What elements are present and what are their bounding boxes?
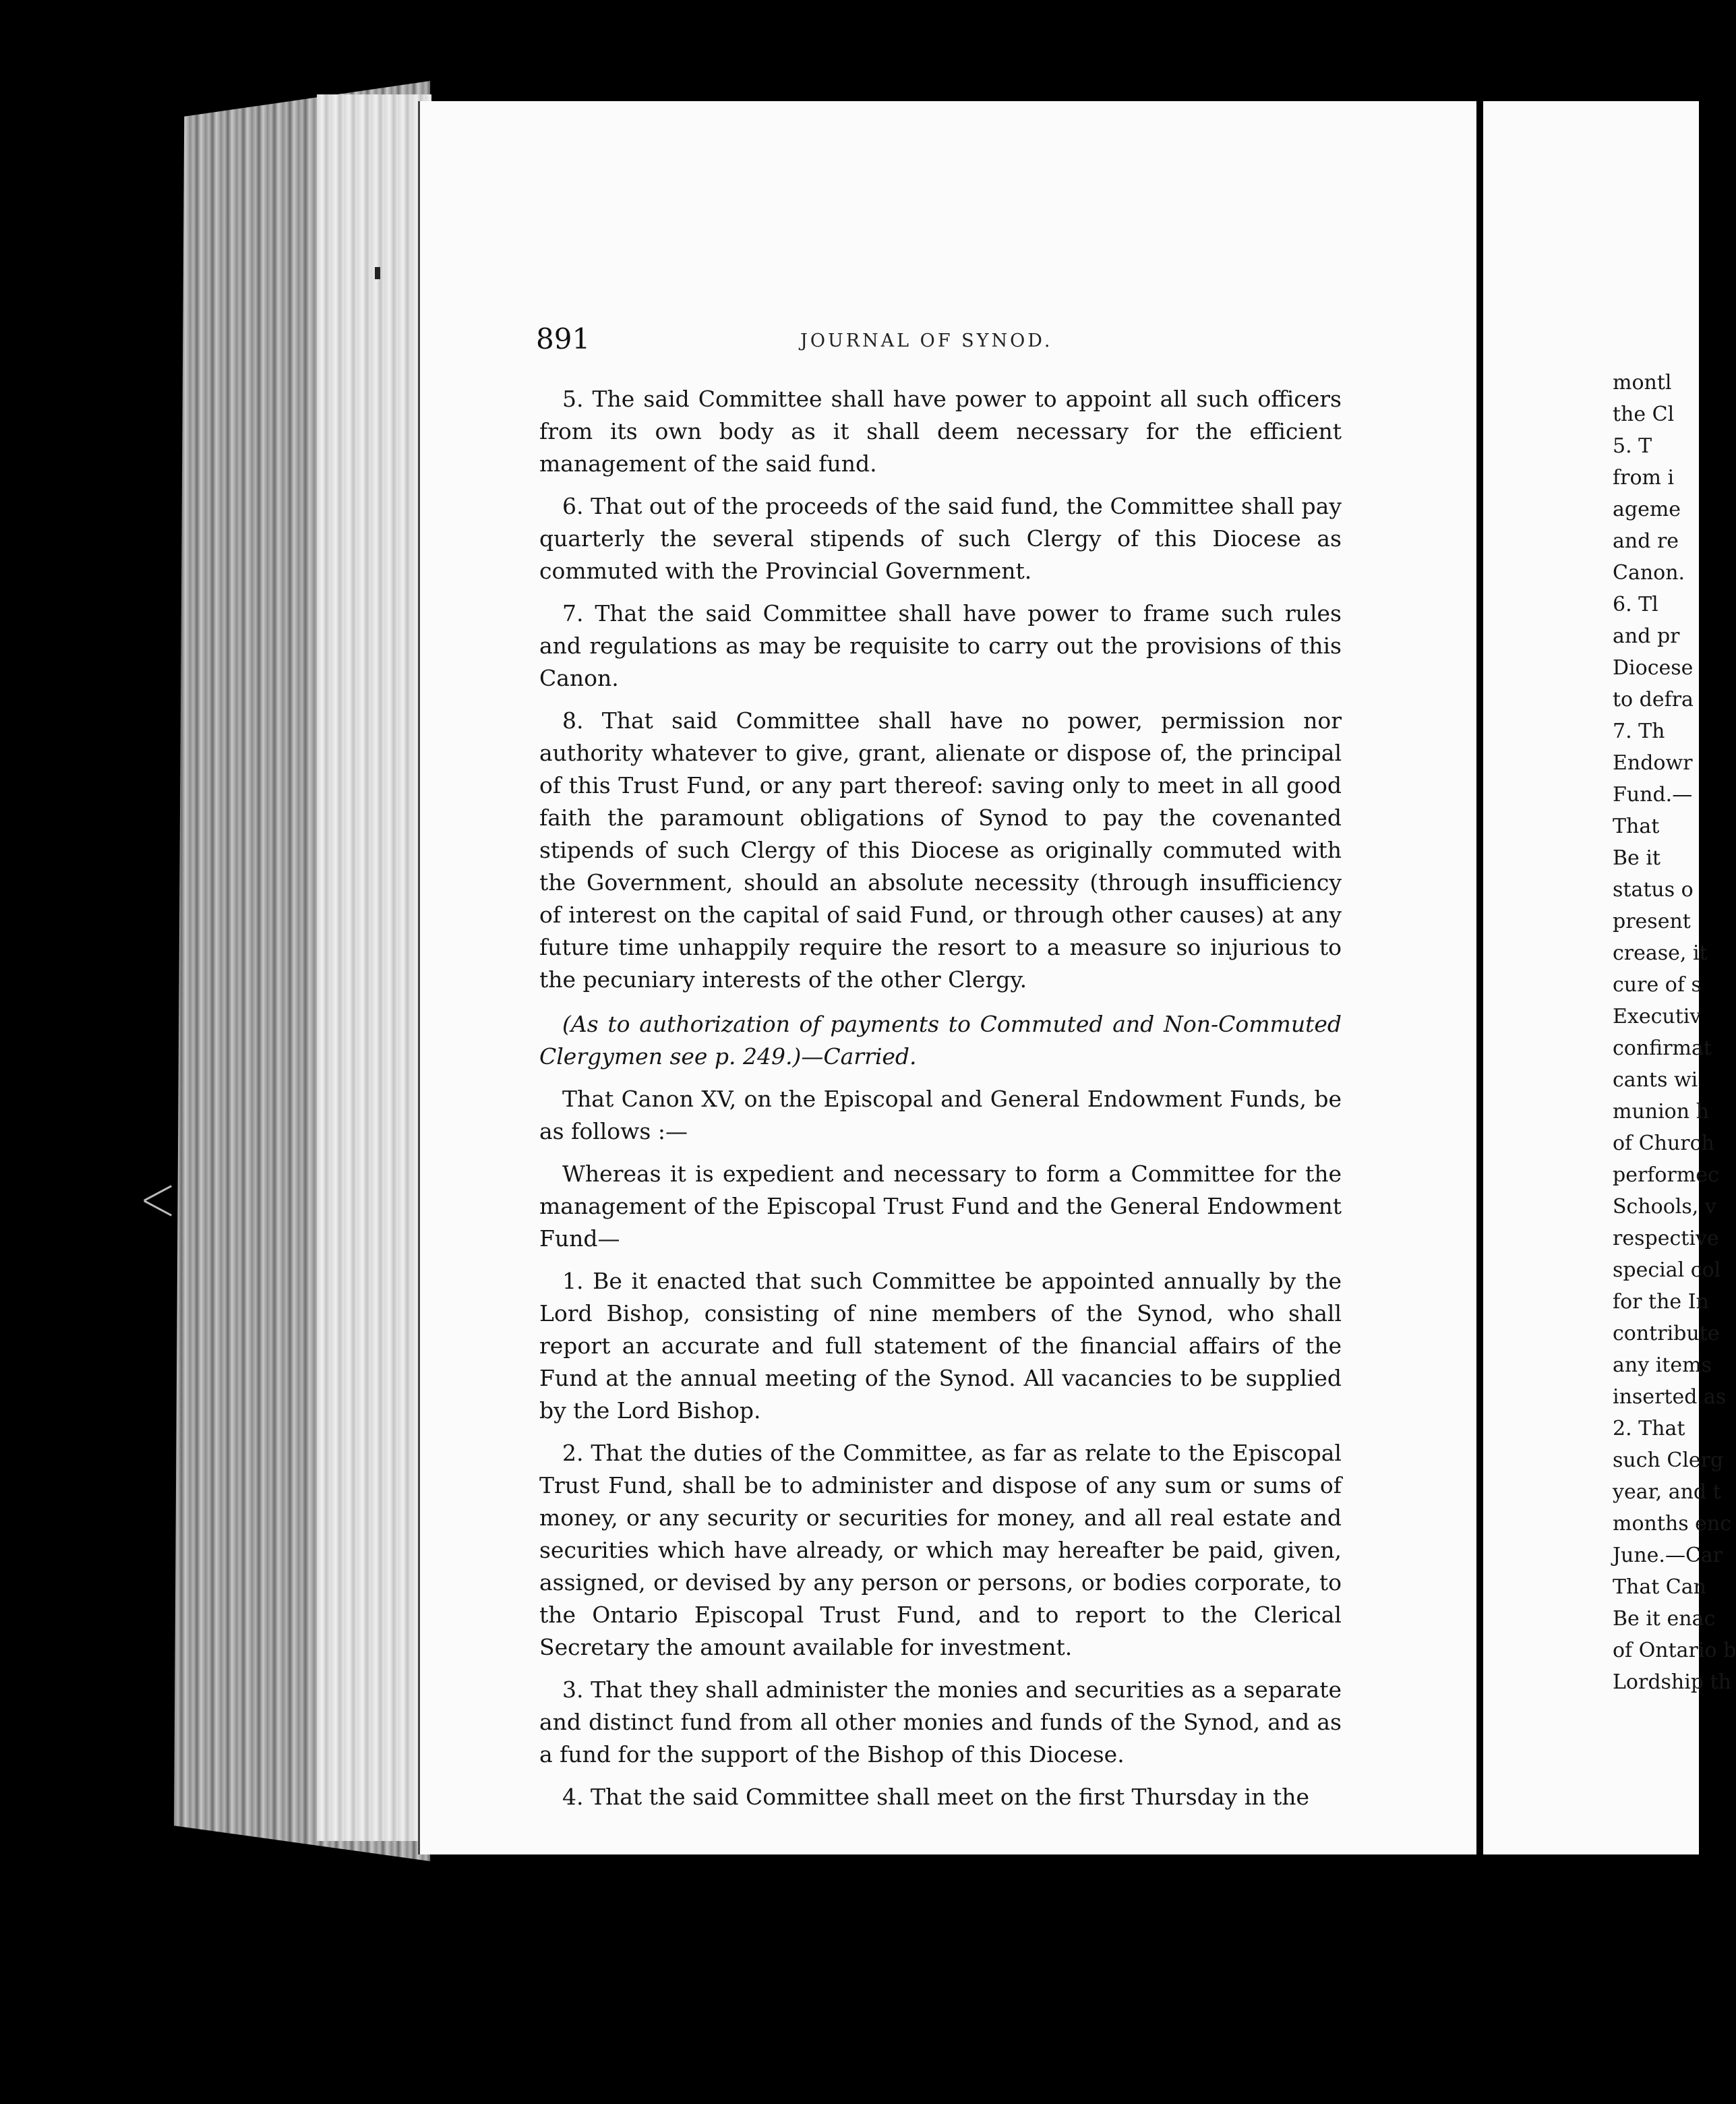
- right-page-line: June.—Car: [1613, 1544, 1723, 1567]
- left-page-body: [539, 383, 1342, 1823]
- scan-mark: [375, 267, 380, 279]
- canon-xv-paragraph-2: 2. That the duties of the Committee, as far as relate to the Episcopal Trust Fund, shall be to administer and dispose of any sum or sums of money, or any security or securities for money, and all real estate and securities which have already, or which may hereafter be paid, given, assigned, or devised by any person or persons, or bodies corporate, to the Ontario Episcopal Trust Fund, and to report to the Clerical Secretary the amount available for investment.: [539, 1440, 1342, 1660]
- right-page-line: cants wi: [1613, 1068, 1698, 1092]
- page-edges-inner: [317, 94, 431, 1841]
- right-page-line: 7. Th: [1613, 720, 1665, 743]
- scan-mark: [144, 1200, 172, 1216]
- right-page-line: present: [1613, 910, 1691, 933]
- right-page-line: ageme: [1613, 498, 1681, 521]
- right-page-line: year, and t: [1613, 1480, 1721, 1504]
- paragraph-5: 5. The said Committee shall have power to appoint all such officers from its own body as it shall deem necessary for the efficient management of the said fund.: [539, 386, 1342, 477]
- canon-xv-intro: That Canon XV, on the Episcopal and General Endowment Funds, be as follows :—: [539, 1086, 1342, 1144]
- right-page-line: 2. That: [1613, 1417, 1685, 1440]
- right-page-line: Endowr: [1613, 751, 1693, 775]
- whereas-paragraph: Whereas it is expedient and necessary to form a Committee for the management of the Episcopal Trust Fund and the General Endowment Fund—: [539, 1161, 1342, 1252]
- right-page-line: munion h: [1613, 1100, 1709, 1123]
- right-page-line: Executiv: [1613, 1005, 1702, 1028]
- right-page-line: inserted as: [1613, 1385, 1727, 1409]
- authorization-note: (As to authorization of payments to Commuted and Non-Commuted Clergymen see p. 249.)—Carried.: [539, 1011, 1342, 1070]
- right-page-line: contribute: [1613, 1322, 1720, 1345]
- running-title: JOURNAL OF SYNOD.: [800, 330, 1053, 351]
- scan-mark: [144, 1185, 172, 1201]
- page-number: 891: [536, 322, 591, 355]
- right-page-line: and pr: [1613, 624, 1680, 648]
- right-page-fragments: [1613, 367, 1736, 1698]
- right-page-line: 6. Tl: [1613, 593, 1658, 616]
- canon-xv-paragraph-3: 3. That they shall administer the monies and securities as a separate and distinct fund from all other monies and funds of the Synod, and as a fund for the support of the Bishop of this Diocese.: [539, 1676, 1342, 1767]
- canon-xv-paragraph-4: 4. That the said Committee shall meet on the first Thursday in the: [562, 1784, 1309, 1810]
- right-page-line: special col: [1613, 1258, 1721, 1282]
- right-page-line: That: [1613, 815, 1660, 838]
- right-page-line: months enc: [1613, 1512, 1732, 1536]
- right-page-line: to defra: [1613, 688, 1694, 711]
- right-page-line: respective: [1613, 1227, 1719, 1250]
- right-page-line: of Ontario b: [1613, 1639, 1736, 1662]
- right-page-line: for the In: [1613, 1290, 1709, 1314]
- right-page-line: performec: [1613, 1163, 1719, 1187]
- canon-xv-paragraph-1: 1. Be it enacted that such Committee be appointed annually by the Lord Bishop, consisting of nine members of the Synod, who shall report an accurate and full statement of the financial affairs of the Fund at the annual meeting of the Synod. All vacancies to be supplied by the Lord Bishop.: [539, 1268, 1342, 1424]
- right-page-line: 5. T: [1613, 434, 1652, 458]
- paragraph-6: 6. That out of the proceeds of the said fund, the Committee shall pay quarterly the several stipends of such Clergy of this Diocese as commuted with the Provincial Government.: [539, 493, 1342, 584]
- right-page-line: Be it enac: [1613, 1607, 1716, 1631]
- right-page-line: Diocese: [1613, 656, 1694, 680]
- right-page-line: such Clerg: [1613, 1449, 1724, 1472]
- right-page-line: from i: [1613, 466, 1675, 490]
- right-page-line: montl: [1613, 371, 1672, 394]
- right-page-line: of Church: [1613, 1132, 1714, 1155]
- page-header: [536, 322, 1345, 363]
- right-page-line: cure of s: [1613, 973, 1702, 997]
- right-page-line: any items: [1613, 1353, 1712, 1377]
- right-page-line: Lordship th: [1613, 1670, 1731, 1694]
- right-page-line: crease, it: [1613, 941, 1708, 965]
- right-page-line: the Cl: [1613, 403, 1675, 426]
- right-page-line: status o: [1613, 878, 1694, 902]
- right-page-line: Schools, v: [1613, 1195, 1716, 1219]
- right-page-line: confirmat: [1613, 1036, 1712, 1060]
- right-page-line: Fund.—: [1613, 783, 1693, 807]
- right-page-line: Be it: [1613, 846, 1660, 870]
- paragraph-8: 8. That said Committee shall have no power, permission nor authority whatever to give, grant, alienate or dispose of, the principal of this Trust Fund, or any part thereof: saving only to meet in all good faith the paramount obligations of Synod to pay the covenanted stipends of such Clergy of this Diocese as originally commuted with the Government, should an absolute necessity (through insufficiency of interest on the capital of said Fund, or through other causes) at any future time unhappily require the resort to a measure so injurious to the pecuniary interests of the other Clergy.: [539, 707, 1342, 993]
- right-page-line: Canon.: [1613, 561, 1685, 585]
- paragraph-7: 7. That the said Committee shall have power to frame such rules and regulations as may be requisite to carry out the provisions of this Canon.: [539, 600, 1342, 691]
- right-page-line: and re: [1613, 529, 1679, 553]
- right-page-line: That Can: [1613, 1575, 1706, 1599]
